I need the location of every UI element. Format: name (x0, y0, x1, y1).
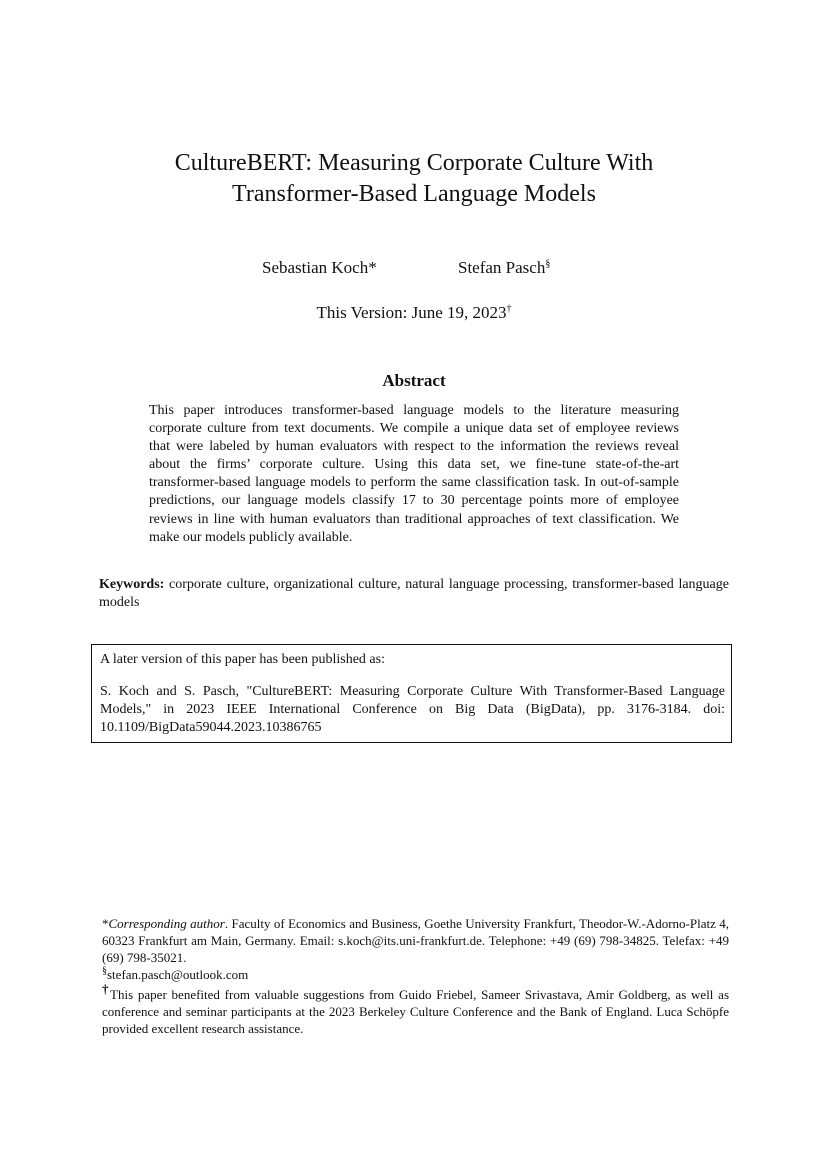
author-koch: Sebastian Koch* (262, 258, 377, 277)
version-date (0, 303, 828, 323)
author-pasch-footnote-mark: § (545, 258, 551, 270)
footnote-1-mark: * (102, 916, 109, 931)
version-text: This Version: June 19, 2023 (316, 303, 507, 322)
publication-notice-box (91, 644, 732, 743)
paper-title (0, 148, 828, 210)
footnote-pasch-email (102, 966, 729, 983)
publication-intro: A later version of this paper has been published as: (100, 652, 385, 667)
keywords (99, 576, 729, 612)
footnote-acknowledgements (102, 981, 730, 1037)
author-pasch (458, 258, 550, 278)
footnotes (102, 915, 729, 1037)
title-line-1: CultureBERT: Measuring Corporate Culture With (174, 150, 654, 176)
footnote-3-text: This paper benefited from valuable suggestions from Guido Friebel, Sameer Srivastava, Amir Goldberg, as well as conference and seminar participants at the 2023 Berkeley Culture Conference and the Bank of England. Luca Schöpfe provided excellent research assistance. (102, 987, 730, 1036)
keywords-text: corporate culture, organizational culture, natural language processing, transformer-based language models (99, 577, 729, 611)
publication-citation: S. Koch and S. Pasch, "CultureBERT: Measuring Corporate Culture With Transformer-Based Language Models," in 2023 IEEE International Conference on Big Data (BigData), pp. 3176-3184. doi: 10.1109/BigData59044.2023.10386765 (100, 684, 725, 736)
footnote-1-text: . Faculty of Economics and Business, Goethe University Frankfurt, Theodor-W.-Adorno-Platz 4, 60323 Frankfurt am Main, Germany. Email: s.koch@its.uni-frankfurt.de. Telephone: +49 (69) 798-34825. Telefax: +49 (69) 798-35021. (102, 916, 729, 965)
keywords-label: Keywords: (99, 577, 165, 592)
author-pasch-name: Stefan Pasch (458, 258, 546, 277)
abstract-heading: Abstract (382, 371, 446, 390)
version-footnote-mark: † (506, 303, 512, 315)
footnote-2-mark: § (102, 965, 107, 977)
footnote-3-mark: † (102, 981, 111, 997)
abstract-body: This paper introduces transformer-based language models to the literature measuring corporate culture from text documents. We compile a unique data set of employee reviews that were labeled by human evaluators with respect to the information the reviews reveal about the firms’ corporate culture. Using this data set, we fine-tune state-of-the-art transformer-based language models to perform the same classification task. In out-of-sample predictions, our language models classify 17 to 30 percentage points more of employee reviews in line with human evaluators than traditional approaches of text classification. We make our models publicly available. (149, 403, 679, 545)
footnote-corresponding-author (102, 915, 729, 966)
title-line-2: Transformer-Based Language Models (232, 181, 596, 207)
footnote-2-text: stefan.pasch@outlook.com (107, 967, 249, 982)
footnote-1-italic: Corresponding author (108, 916, 225, 931)
